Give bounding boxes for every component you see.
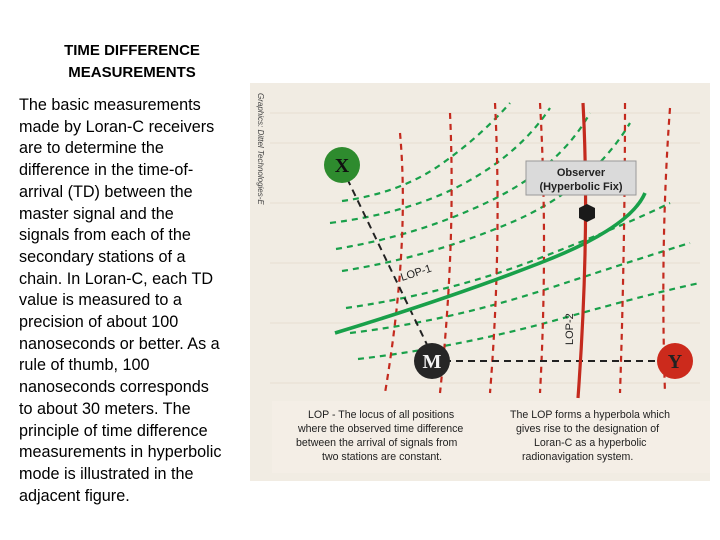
figure-credit: Graphics: Dittel Technologies-E (256, 93, 265, 205)
station-x-label: X (334, 155, 350, 177)
caption-left-line: two stations are constant. (322, 451, 443, 463)
paragraph-line: mode is illustrated in the (19, 464, 194, 483)
observer-label: Observer (556, 167, 606, 179)
title-line: TIME DIFFERENCE (64, 42, 200, 59)
caption-right-line: radionavigation system. (522, 451, 634, 463)
paragraph-line: difference in the time-of- (19, 161, 194, 180)
paragraph-line: value is measured to a (19, 291, 182, 310)
paragraph-line: The basic measurements (19, 96, 201, 114)
paragraph-line: nanoseconds corresponds (19, 378, 209, 397)
paragraph-line: signals from each of the (19, 226, 191, 245)
paragraph-line: measurements in hyperbolic (19, 443, 222, 462)
loran-hyperbolic-figure (250, 83, 710, 481)
title-line: MEASUREMENTS (68, 64, 196, 81)
paragraph-line: made by Loran-C receivers (19, 117, 215, 136)
paragraph-line: arrival (TD) between the (19, 182, 193, 201)
station-m-label: M (422, 351, 442, 373)
figure-svg (250, 83, 710, 481)
caption-left-line: where the observed time difference (298, 423, 464, 435)
slide-title (30, 40, 234, 84)
caption-right-line: The LOP forms a hyperbola which (510, 409, 670, 421)
station-y-label: Y (667, 351, 683, 373)
caption-right-line: gives rise to the designation of (516, 423, 660, 435)
paragraph-line: to about 30 meters. The (19, 399, 191, 418)
lop2-label: LOP-2 (564, 313, 576, 345)
paragraph-line: nanoseconds or better. As a (19, 334, 220, 353)
caption-right-line: Loran-C as a hyperbolic (534, 437, 647, 449)
observer-sublabel: (Hyperbolic Fix) (539, 181, 623, 193)
caption-left-line: between the arrival of signals from (296, 437, 458, 449)
paragraph-line: master signal and the (19, 204, 174, 223)
paragraph-line: adjacent figure. (19, 486, 130, 505)
paragraph-line: rule of thumb, 100 (19, 356, 150, 375)
body-paragraph (19, 95, 251, 507)
paragraph-line: chain. In Loran-C, each TD (19, 269, 214, 288)
lop1-label: LOP-1 (399, 262, 434, 284)
paragraph-line: secondary stations of a (19, 247, 186, 266)
paragraph-line: precision of about 100 (19, 313, 179, 332)
paragraph-line: are to determine the (19, 139, 164, 158)
caption-left-line: LOP - The locus of all positions (308, 409, 455, 421)
paragraph-line: principle of time difference (19, 421, 208, 440)
